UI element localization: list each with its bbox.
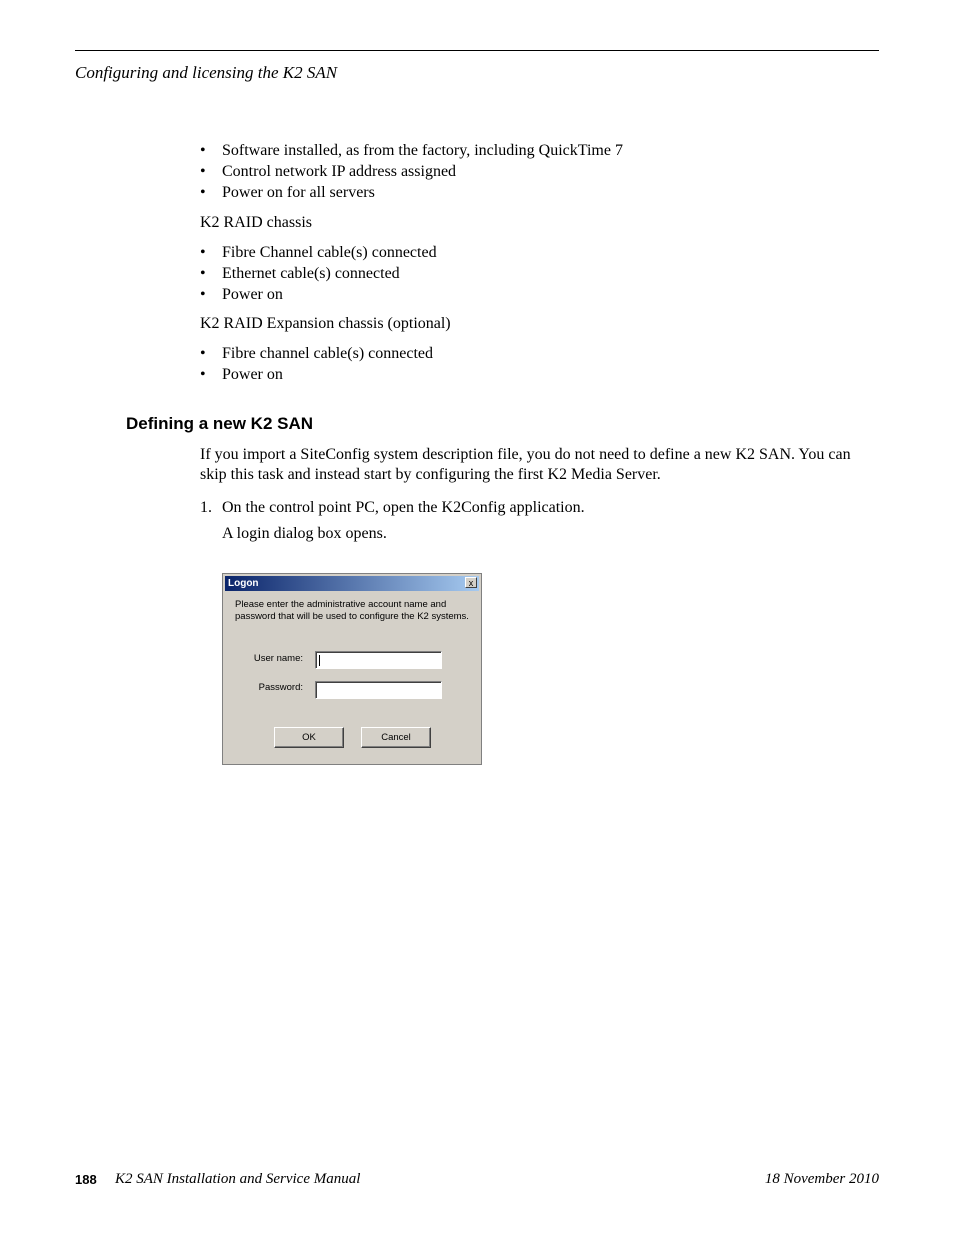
text-caret: [319, 655, 320, 666]
list-item: • Software installed, as from the factory, including QuickTime 7: [200, 140, 623, 161]
header-rule: [75, 50, 879, 51]
ok-button[interactable]: OK: [274, 727, 344, 748]
step-text: On the control point PC, open the K2Config application.: [222, 499, 585, 516]
step-result: A login dialog box opens.: [222, 525, 387, 542]
list-item: • Power on: [200, 284, 437, 305]
list-item: • Control network IP address assigned: [200, 161, 623, 182]
dialog-title: Logon: [228, 578, 259, 589]
publication-date: 18 November 2010: [764, 1171, 879, 1187]
list-item: • Fibre channel cable(s) connected: [200, 343, 433, 364]
running-head: Configuring and licensing the K2 SAN: [75, 63, 338, 82]
close-icon[interactable]: x: [465, 577, 477, 588]
section-intro: If you import a SiteConfig system description file, you do not need to define a new K2 SAN. You can skip this task and instead start by configuring the first K2 Media Server.: [200, 446, 851, 483]
list-item: • Power on: [200, 364, 433, 385]
logon-dialog: [222, 573, 482, 765]
page-number: 188: [75, 1172, 97, 1187]
raid-chassis-label: K2 RAID chassis: [200, 214, 312, 231]
server-requirements-list: [200, 140, 623, 203]
expansion-chassis-label: K2 RAID Expansion chassis (optional): [200, 315, 451, 332]
step-number: 1.: [200, 499, 212, 516]
cancel-button[interactable]: Cancel: [361, 727, 431, 748]
expansion-requirements-list: [200, 343, 433, 385]
list-item: • Power on for all servers: [200, 182, 623, 203]
dialog-prompt: Please enter the administrative account name and password that will be used to configure the K2 systems.: [235, 599, 469, 622]
dialog-titlebar[interactable]: [225, 576, 479, 591]
manual-title: K2 SAN Installation and Service Manual: [115, 1171, 361, 1187]
username-input[interactable]: [315, 651, 442, 669]
list-item: • Fibre Channel cable(s) connected: [200, 242, 437, 263]
password-input[interactable]: [315, 681, 442, 699]
section-heading: Defining a new K2 SAN: [126, 414, 314, 433]
step-1: [200, 497, 585, 518]
username-label: User name:: [253, 653, 303, 664]
list-item: • Ethernet cable(s) connected: [200, 263, 437, 284]
raid-requirements-list: [200, 242, 437, 305]
password-label: Password:: [258, 682, 303, 693]
